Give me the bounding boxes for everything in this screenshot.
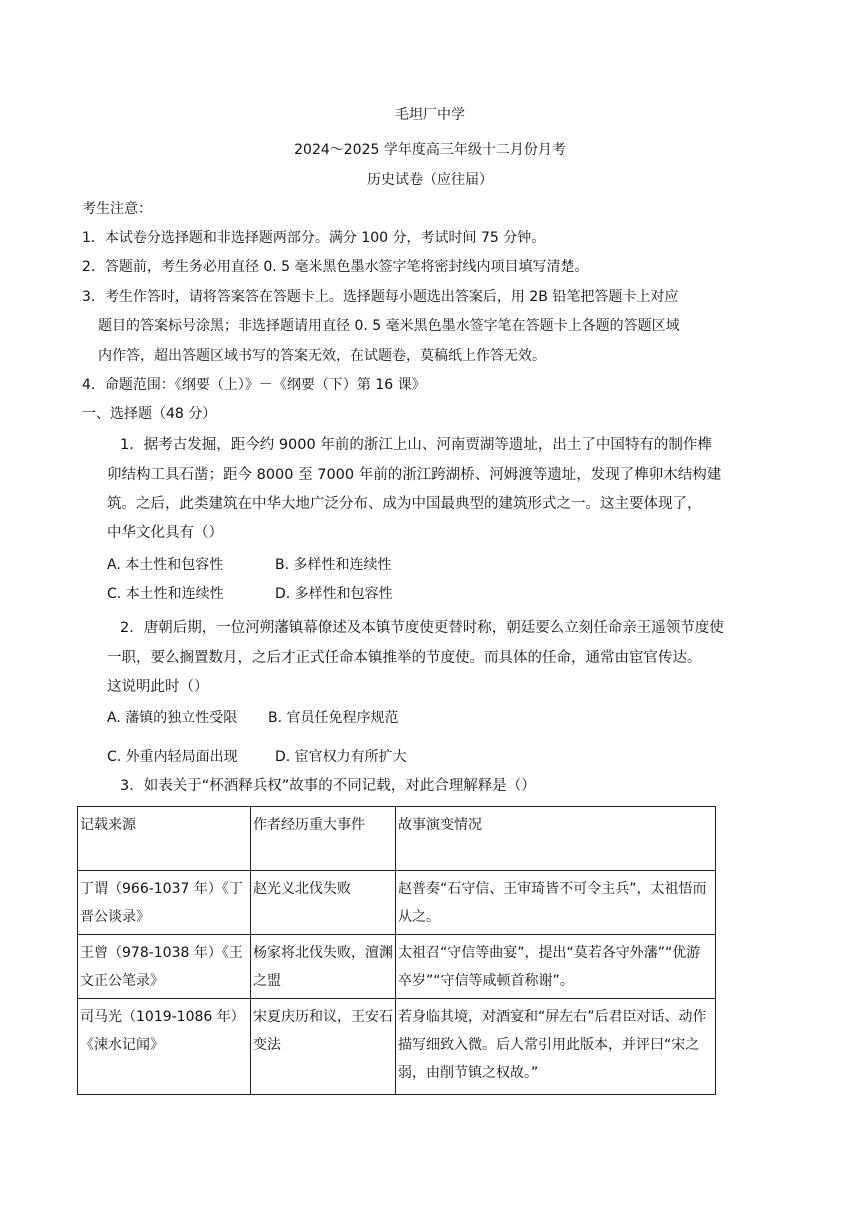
subject-title: 历史试卷（应往届） bbox=[367, 172, 493, 188]
notice-item: 1．本试卷分选择题和非选择题两部分。满分 100 分，考试时间 75 分钟。 bbox=[82, 230, 546, 246]
table-row bbox=[78, 935, 716, 999]
question-1-option-d: D. 多样性和包容性 bbox=[275, 586, 393, 602]
table-cell-event: 杨家将北伐失败，澶渊之盟 bbox=[251, 935, 396, 999]
table-cell-story: 若身临其境，对酒宴和“屏左右”后君臣对话、动作描写细致入微。后人常引用此版本，并评曰“宋之弱，由削节镇之权故。” bbox=[396, 999, 716, 1095]
question-2-line: 这说明此时（） bbox=[107, 679, 209, 695]
notice-title: 考生注意： bbox=[82, 201, 152, 217]
question-1-line: 1．据考古发掘，距今约 9000 年前的浙江上山、河南贾湖等遗址，出土了中国特有的制作榫 bbox=[120, 437, 712, 453]
table-cell-event: 宋夏庆历和议，王安石变法 bbox=[251, 999, 396, 1095]
table-cell-story: 太祖召“守信等曲宴”，提出“莫若各守外藩”“优游卒岁”“守信等咸顿首称谢”。 bbox=[396, 935, 716, 999]
notice-item: 内作答，超出答题区域书写的答案无效，在试题卷，莫稿纸上作答无效。 bbox=[98, 348, 546, 364]
table-cell-source: 王曾（978-1038 年）《王文正公笔录》 bbox=[78, 935, 251, 999]
section-title: 一、选择题（48 分） bbox=[82, 406, 217, 422]
notice-item: 2．答题前，考生务必用直径 0. 5 毫米黑色墨水签字笔将密封线内项目填写清楚。 bbox=[82, 259, 589, 275]
school-name: 毛坦厂中学 bbox=[395, 107, 465, 123]
notice-item: 3．考生作答时，请将答案答在答题卡上。选择题每小题选出答案后，用 2B 铅笔把答题卡上对应 bbox=[82, 289, 679, 305]
table-cell-source: 丁谓（966-1037 年）《丁晋公谈录》 bbox=[78, 871, 251, 935]
question-3-stem: 3．如表关于“杯酒释兵权”故事的不同记载，对此合理解释是（） bbox=[120, 778, 536, 794]
question-1-line: 筑。之后，此类建筑在中华大地广泛分布、成为中国最典型的建筑形式之一。这主要体现了， bbox=[107, 496, 702, 512]
question-2-option-c: C. 外重内轻局面出现 bbox=[107, 749, 238, 765]
table-header-cell: 故事演变情况 bbox=[396, 807, 716, 871]
notice-item: 题目的答案标号涂黑；非选择题请用直径 0. 5 毫米黑色墨水签字笔在答题卡上各题的答题区域 bbox=[98, 318, 680, 334]
question-2-option-a: A. 藩镇的独立性受限 bbox=[107, 710, 238, 726]
question-1-line: 中华文化具有（） bbox=[107, 525, 223, 541]
table-header-cell: 作者经历重大事件 bbox=[251, 807, 396, 871]
table-header-cell: 记载来源 bbox=[78, 807, 251, 871]
table-header-row bbox=[78, 807, 716, 871]
table-row bbox=[78, 871, 716, 935]
records-table bbox=[77, 806, 716, 1095]
exam-title: 2024～2025 学年度高三年级十二月份月考 bbox=[294, 142, 566, 158]
table-cell-event: 赵光义北伐失败 bbox=[251, 871, 396, 935]
question-1-option-c: C. 本土性和连续性 bbox=[107, 586, 224, 602]
table-cell-source: 司马光（1019-1086 年）《涑水记闻》 bbox=[78, 999, 251, 1095]
question-1-option-b: B. 多样性和连续性 bbox=[275, 557, 392, 573]
question-2-line: 2．唐朝后期，一位河朔藩镇幕僚述及本镇节度使更替时称，朝廷要么立刻任命亲王遥领节度使 bbox=[120, 620, 724, 636]
notice-item: 4．命题范围：《纲要（上）》－《纲要（下）第 16 课》 bbox=[82, 377, 426, 393]
question-1-option-a: A. 本土性和包容性 bbox=[107, 557, 224, 573]
question-2-line: 一职，要么搁置数月，之后才正式任命本镇推举的节度使。而具体的任命，通常由宦官传达。 bbox=[107, 650, 702, 666]
table-cell-story: 赵普奏“石守信、王审琦皆不可令主兵”，太祖悟而从之。 bbox=[396, 871, 716, 935]
question-2-option-d: D. 宦官权力有所扩大 bbox=[275, 749, 407, 765]
question-2-option-b: B. 官员任免程序规范 bbox=[268, 710, 399, 726]
table-row bbox=[78, 999, 716, 1095]
question-1-line: 卯结构工具石凿；距今 8000 至 7000 年前的浙江跨湖桥、河姆渡等遗址，发现了榫卯木结构建 bbox=[107, 467, 722, 483]
